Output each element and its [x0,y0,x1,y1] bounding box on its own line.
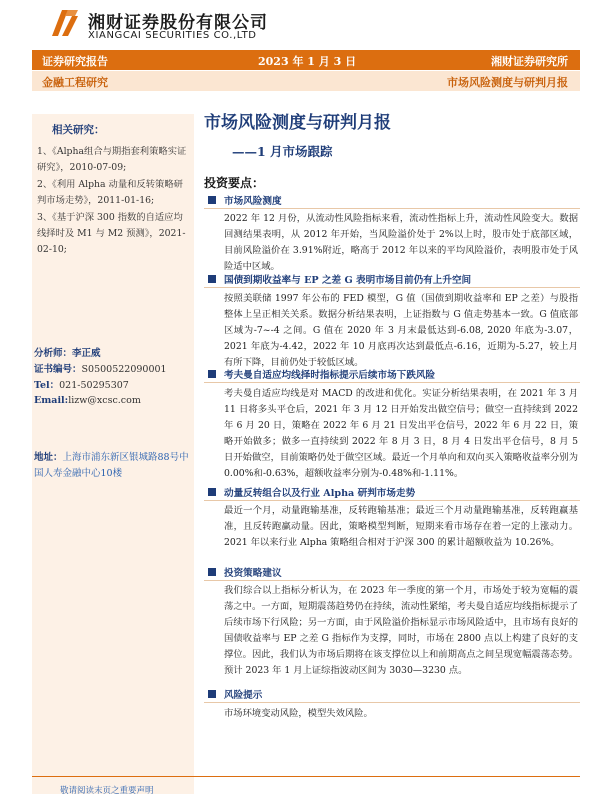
square-bullet-icon [208,370,216,378]
square-bullet-icon [208,488,216,496]
address-block [34,450,192,482]
analyst-row [34,346,192,362]
address-text: 上海市浦东新区银城路88号中国人寿金融中心10楼 [34,452,189,479]
square-bullet-icon [208,568,216,576]
disclaimer-notice: 敬请阅读末页之重要声明 [60,786,154,796]
section-heading-text: 投资策略建议 [224,568,282,579]
section-heading-text: 动量反转组合以及行业 Alpha 研判市场走势 [224,488,416,499]
section-heading [204,485,580,501]
square-bullet-icon [208,196,216,204]
page-footer [0,776,600,800]
subheader-band [32,71,580,91]
related-item: 2、《利用 Alpha 动量和反转策略研判市场走势》，2011-01-16; [37,179,183,206]
email-row [34,393,192,409]
section-heading-text: 考夫曼自适应均线择时指标提示后续市场下跌风险 [224,370,436,381]
square-bullet-icon [208,275,216,283]
address-label: 地址： [34,452,63,463]
section-body: 我们综合以上指标分析认为，在 2023 年一季度的第一个月，市场处于较为宽幅的震荡之中。一方面，短期震荡趋势仍在持续，流动性紧缩，考夫曼自适应均线指标提示了后续市场下行风险；另一方面，由于风险溢价指标显示市场风险适中，且市场有良好的国债收益率与 EP 之差 G 指标作为支撑，同时，市场在 2800 点以上构建了良好的支撑位。因此，我们认为市场后期将在该支撑位以上和前期高点之间呈现宽幅震荡态势。预计 2023 年 1 月上证综指波动区间为 3030—3230 点。 [224,585,578,677]
related-item: 3、《基于沪深 300 指数的自适应均线择时及 M1 与 M2 预测》，2021-02-10; [37,212,186,255]
section-heading [204,687,580,703]
tel-number: 021-50295307 [59,379,129,391]
report-type: 证券研究报告 [42,55,108,68]
analyst-name: 李正威 [72,348,101,359]
section-heading [204,367,580,383]
report-date: 2023 年 1 月 3 日 [258,55,357,68]
report-title: 市场风险测度与研判月报 [204,113,391,133]
section-heading [204,565,580,581]
section-body: 按照美联储 1997 年公布的 FED 模型，G 值（国债到期收益率和 EP 之差）与股指整体上呈正相关关系。数据分析结果表明，上证指数与 G 值走势基本一致。G 值底部区域为-7~-4 之间。G 值在 2020 年 3 月末最低达到-6.08, 2020 年底为-3.07，2021 年底为-4.42，2022 年 10 月底再次达到最低点-6.16，近期为-5.27，较上月有所下降，目前仍处于较低区域。 [224,293,578,369]
analyst-label: 分析师： [34,348,73,359]
institute-name: 湘财证券研究所 [491,55,568,68]
report-subtitle: ——1 月市场跟踪 [232,144,333,159]
analyst-contact [34,346,192,409]
cert-row [34,362,192,378]
section-heading [204,272,580,288]
company-logo [48,6,308,44]
square-bullet-icon [208,690,216,698]
section-heading-text: 国债到期收益率与 EP 之差 G 表明市场目前仍有上升空间 [224,275,472,286]
company-name-en: XIANGCAI SECURITIES CO.,LTD [88,30,257,41]
related-item: 1、《Alpha组合与期指套利策略实证研究》，2010-07-09; [37,146,187,173]
company-logo-mark-icon [48,6,82,40]
cert-number: S0500522090001 [81,363,167,375]
report-series: 市场风险测度与研判月报 [447,76,568,89]
section-body: 2022 年 12 月份，从流动性风险指标来看，流动性指标上升，流动性风险变大。数据回测结果表明，从 2012 年开始，当风险溢价处于 2%以上时，股市处于底部区域，目前风险溢价在 3.91%附近，略高于 2012 年以来的平均风险溢价，表明股市处于风险适中区域。 [224,213,578,273]
report-category: 金融工程研究 [42,76,108,89]
cert-label: 证书编号： [34,363,82,375]
section-heading-text: 市场风险测度 [224,196,282,207]
key-points-heading: 投资要点： [204,176,265,190]
section-heading [204,193,580,209]
tel-label: Tel： [34,379,60,391]
email-label: Email: [34,395,69,407]
related-research-list [37,144,189,259]
footer-divider [32,776,580,777]
company-name-cn: 湘财证券股份有限公司 [88,13,268,33]
section-body: 市场环境变动风险，模型失效风险。 [224,708,373,719]
tel-row [34,378,192,394]
email-address[interactable]: lizw@xcsc.com [68,395,141,407]
header-band [32,50,580,70]
section-body: 最近一个月，动量跑输基准，反转跑输基准；最近三个月动量跑输基准，反转跑赢基准，且反转跑赢动量。因此，策略模型判断，短期来看市场存在着一定的上涨动力。2021 年以来行业 Alpha 策略组合相对于沪深 300 的累计超额收益为 10.26%。 [224,505,578,549]
section-body: 考夫曼自适应均线是对 MACD 的改进和优化。实证分析结果表明，在 2021 年 3 月 11 日将多头平仓后，2021 年 3 月 12 日开始发出做空信号；做空一直持续到 2022 年 6 月 20 日，策略在 2022 年 6 月 21 日发出平仓信号，2022 年 6 月 22 日，策略开始做多；做多一直持续到 2022 年 8 月 3 日，8 月 4 日发出平仓信号，8 月 5 日开始做空，目前策略仍处于做空区域。最近一个月单向和双向买入策略收益率分别为 0.00%和-0.63%，超额收益率分别为-0.48%和-1.11%。 [224,388,578,480]
section-heading-text: 风险提示 [224,690,263,701]
sidebar [32,114,194,794]
related-research-title: 相关研究： [52,124,105,136]
